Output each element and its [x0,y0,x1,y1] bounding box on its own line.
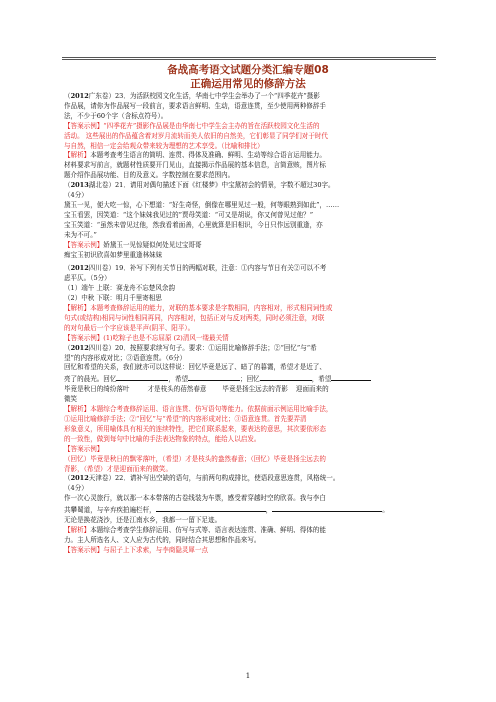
q5-line-4: 无论是换花浇沙，还是江南水乡，我都一一留下足迹。 [64,516,222,525]
q4-analysis-1: ①运用比喻修辞手法；②“回忆”与“希望”的内容形成对比；③语意连贯。首先要弄清 [64,415,307,423]
q5-line-3: 共攀蜀道，与辛弃疾拍遍栏杆， ， 。 [64,506,389,515]
q3-analysis-1: 句式(或结构)相同与词性相同再同，内容相对，包括正对与反对两类，同时必须注意，对联 [64,313,325,322]
q5-line-1: （4分） [64,484,88,493]
q4-answer-0: （回忆）毕竟是秋日的飘零落叶，（希望）才是枝头的盎然春意；（回忆）毕竟是扬尘远去的 [64,454,326,463]
q4-line-4: 毕竟是秋日的绮纷落叶 才是枝头的蓓然春意 毕竟是扬尘远去的背影 迎面而来的 [64,385,329,394]
q1-line-0: （2012广东卷）23．为活跃校园文化生活，华南七中学生会举办了一个“四季花卉”摄影 [64,92,320,100]
q2-line-3: 宝玉看罢，因笑道：“这个妹妹我见过的”贾母笑道：“可又是胡说，你又何曾见过他？” [64,210,314,219]
q2-line-1: （4分） [64,191,88,200]
top-rule [62,57,436,58]
content [64,92,439,556]
q1-answer-0: 【答案示例】“四季花卉”摄影作品展是由华南七中学生会主办的旨在活跃校园文化生活的 [64,121,320,130]
q5-answer: 【答案示例】与屈子上下求索，与李商隐灵犀一点 [64,545,209,554]
blank-3[interactable] [260,373,312,381]
q3-analysis-0: 【解析】本题考查修辞运用的能力，对联的基本要求是字数相同，内容相对，形式相同词性或 [64,304,333,313]
q2-answer-0: 【答案示例】娇黛玉一见惊疑似何处见过宝哥哥 [64,240,202,249]
q4-line-3: 亮了的晨光。回忆 ，希望 ；回忆 ，希望 [64,373,439,385]
q1-line-1: 作品展，请你为作品展写一段前言，要求语言鲜明、生动，语意连贯，至少使用两种修辞手 [64,101,326,110]
q4-line-2: 回忆和希望的关系，我们就亦可以这样说：回忆毕竟是远了、暗了的暮霭，希望才是近了、 [64,363,326,372]
doc-subtitle: 正确运用常见的修辞方法 [190,78,306,90]
q5-analysis-0: 【解析】本题综合考查学生修辞运用、仿写与式等、语言表达连贯、准确、鲜明、得体的能 [64,525,326,534]
q5-line-0: （2012天津卷）22．请补写出空缺的语句，与前两句构成排比，使语段意思连贯，风格统一。 [64,474,340,483]
q4-analysis-3: 的一致性，做到每句中比喻的手法表达物象的特点，能给人以启发。 [64,434,261,443]
q1-analysis-2: 题介绍作品展功能、目的及意义。字数控制在要求范围内。 [64,171,235,180]
q4-line-1: 望”的内容形成对比；③语意连贯。（6分） [64,353,187,362]
q1-analysis-0: 【解析】本题考查考生语言的简明、连贯、得体及准确、鲜明、生动等综合语言运用能力。 [64,151,326,160]
doc-title: 备战高考语文试题分类汇编专题08 [167,64,329,76]
q1-answer-2: 与自然，相信一定会给观众带来较为理想的艺术享受。（比喻和排比） [64,141,264,150]
q5-analysis-1: 力。主人所选名人、文人应为古代的，同时结合其思想和作品来写。 [64,535,261,544]
q4-line-0: （2012四川卷）20．按照要求续写句子。要求：①运用比喻修辞手法；②“回忆”与“希 [64,343,317,352]
q4-analysis-0: 【解析】本题综合考查修辞运用、语言连贯、仿写语句等能力。依据前面示例运用比喻手法， [64,405,333,414]
q4-analysis-2: 形象意义，所用喻体具有相关的连续特性，把它们联系起来，要表达的意思，其次要依形态 [64,424,326,433]
q4-answer-tag: 【答案示例】 [64,444,104,453]
q1-year: 2012 [70,92,89,100]
q3-line-2: （1）端午 上联：赛龙舟不忘楚风余韵 [64,284,175,293]
q1-analysis-1: 材料要求写前言，就题材性质要开门见山，直接揭示作品展的基本信息，言简意赅，图片标 [64,161,326,170]
q3-analysis-2: 的对句最后一个字应该是平声(阴平、阳平）。 [64,323,195,332]
page-number: 1 [245,672,251,680]
blank-1[interactable] [116,373,168,381]
q2-answer-1: 痴宝玉初识欣喜如梦里重逢林妹妹 [64,250,163,259]
q4-line-5: 微笑 [64,395,78,404]
q5-line-2: 作一次心灵旅行，就以那一本本带落的古卷线装为车票，感受着穿越时空的欣喜。我与李白 [64,494,326,503]
blank-5[interactable] [156,504,266,512]
top-rule-2 [62,59,436,60]
q3-line-1: 虑平仄。（5分） [64,274,111,283]
blank-4[interactable] [331,373,371,381]
q4-answer-1: 背影，（希望）才是迎面而来的微笑。 [64,464,173,473]
q1-answer-1: 活动。 这些展出的作品蕴含着对岁月流转而美人依旧的自然美，它们彰显了同学们对于时代 [64,131,328,140]
q2-line-0: （2013湖北卷）21．请用对偶句描述下面《红楼梦》中宝黛初会的情景，字数不超过30字。 [64,181,335,190]
q2-line-4: 宝玉笑道：“虽然未曾见过他，然我看着面善，心里就算是旧相识，今日只作远别重逢，亦 [64,220,323,229]
q1-line-2: 法，不少于60个字（含标点符号）。 [64,111,168,120]
q2-line-2: 黛玉一见，便大吃一惊，心下想道：“好生奇怪，倒像在哪里见过一般，何等眼熟到如此”，…… [64,200,340,209]
blank-2[interactable] [188,373,240,381]
q3-answer: 【答案示例】(1)吃粽子也是不忘屈原 (2)清风一缕最关情 [64,333,229,342]
q3-line-3: （2）中秋 下联：明月千里寄相思 [64,294,162,303]
q2-line-5: 未为不可。” [64,230,97,239]
blank-6[interactable] [272,504,382,512]
q3-line-0: （2012四川卷）19．补写下列有关节日的两幅对联，注意：①内容与节日有关②可以不考 [64,264,327,273]
